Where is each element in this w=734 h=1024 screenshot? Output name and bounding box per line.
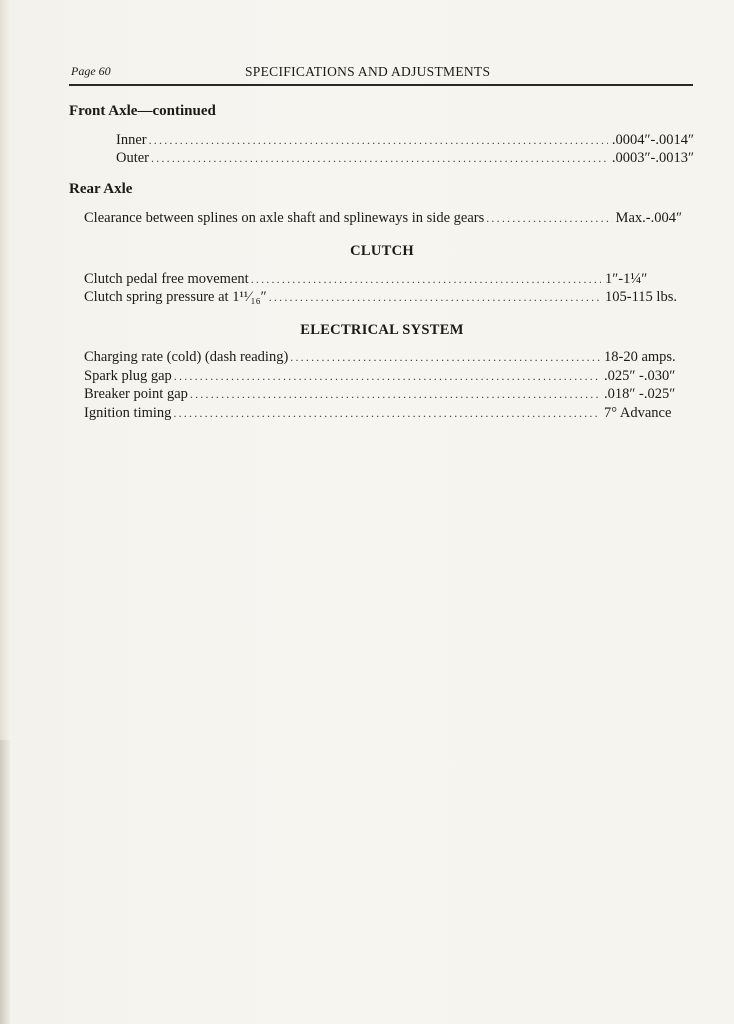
dot-leader [190, 385, 600, 403]
spec-value: 7° Advance [604, 405, 672, 421]
clutch-heading: CLUTCH [350, 243, 414, 259]
spec-label: Clutch pedal free movement [84, 271, 249, 287]
spec-label: Outer [116, 150, 150, 166]
dot-leader [290, 348, 600, 366]
spec-row-outer [116, 149, 694, 167]
spec-value: 105-115 lbs. [605, 289, 677, 305]
electrical-system-heading: ELECTRICAL SYSTEM [300, 322, 464, 338]
running-title: SPECIFICATIONS AND ADJUSTMENTS [245, 64, 491, 79]
dot-leader [486, 209, 611, 227]
spec-row-spring-pressure [84, 288, 680, 306]
dot-leader [149, 131, 608, 149]
rear-axle-heading: Rear Axle [69, 181, 133, 197]
page-header [69, 62, 693, 86]
spec-value: .025″ -.030″ [604, 368, 676, 384]
spec-row-inner [116, 131, 694, 149]
page-number: Page 60 [71, 64, 111, 78]
spec-row-spline-clearance [84, 209, 682, 227]
spec-label: Charging rate (cold) (dash reading) [84, 349, 289, 365]
dot-leader [173, 404, 600, 422]
spec-value: 18-20 amps. [604, 349, 676, 365]
front-axle-heading: Front Axle—continued [69, 103, 216, 119]
spec-row-breaker-point-gap [84, 385, 684, 403]
dot-leader [251, 270, 601, 288]
spec-value: .0004″-.0014″ [611, 132, 694, 148]
spec-row-ignition-timing [84, 404, 684, 422]
spec-label: Spark plug gap [84, 368, 172, 384]
spec-row-charging-rate [84, 348, 684, 366]
dot-leader [174, 367, 600, 385]
spec-label: Breaker point gap [84, 386, 188, 402]
spec-label: Ignition timing [84, 405, 172, 421]
dot-leader [151, 149, 608, 167]
spec-value: .0003″-.0013″ [611, 150, 694, 166]
spec-row-pedal-free-movement [84, 270, 680, 288]
spec-row-spark-plug-gap [84, 367, 684, 385]
spec-label: Clutch spring pressure at 1¹¹⁄₁₆″ [84, 289, 267, 305]
spec-value: .018″ -.025″ [604, 386, 676, 402]
dot-leader [269, 288, 601, 306]
spec-value: Max.-.004″ [615, 210, 682, 226]
spec-label: Inner [116, 132, 147, 148]
spec-label: Clearance between splines on axle shaft and splineways in side gears [84, 210, 485, 226]
spec-value: 1″-1¼″ [605, 271, 648, 287]
